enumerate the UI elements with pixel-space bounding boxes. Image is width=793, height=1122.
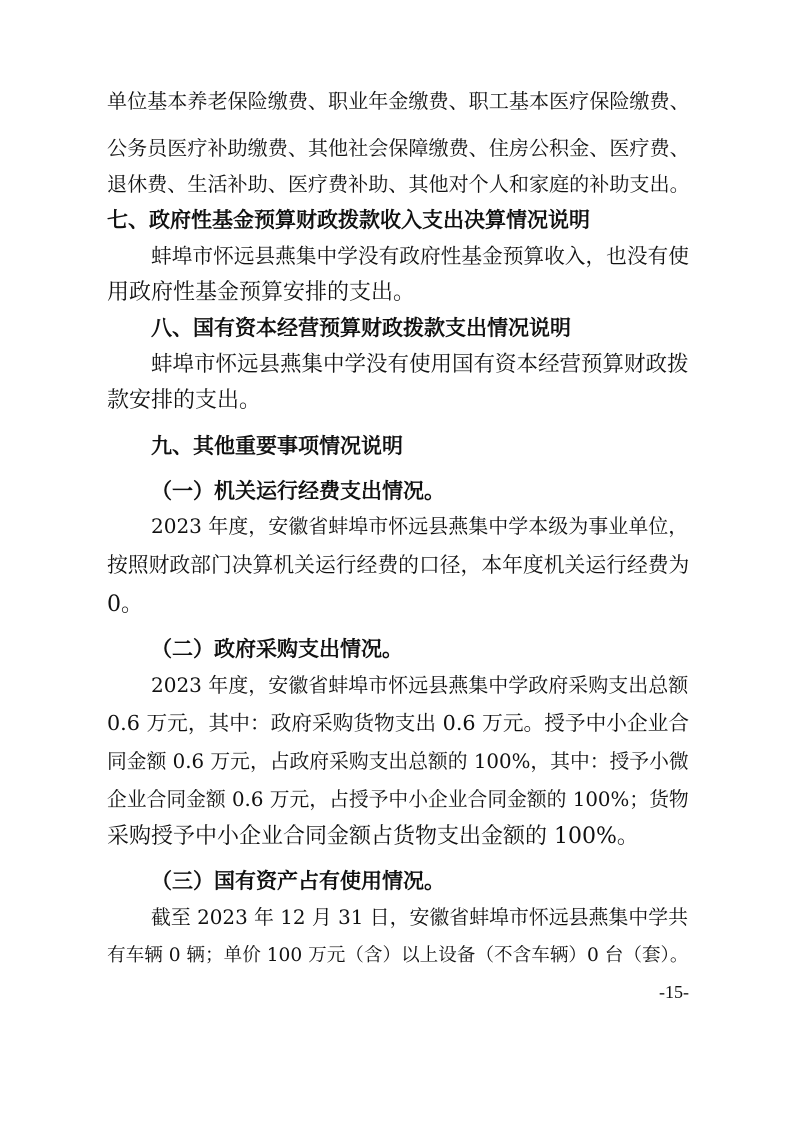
body-text-line: 有车辆 0 辆；单价 100 万元（含）以上设备（不含车辆）0 台（套）。	[107, 945, 689, 966]
body-text-line: 采购授予中小企业合同金额占货物支出金额的 100%。	[107, 824, 639, 849]
section-heading-7: 七、政府性基金预算财政拨款收入支出决算情况说明	[107, 208, 590, 232]
subsection-heading-3: （三）国有资产占有使用情况。	[151, 869, 445, 893]
body-text-line: 退休费、生活补助、医疗费补助、其他对个人和家庭的补助支出。	[107, 172, 690, 196]
body-text-line: 单位基本养老保险缴费、职业年金缴费、职工基本医疗保险缴费、	[107, 89, 690, 113]
body-text-line: 蚌埠市怀远县燕集中学没有使用国有资本经营预算财政拨	[151, 352, 689, 377]
section-heading-8: 八、国有资本经营预算财政拨款支出情况说明	[151, 316, 571, 340]
body-text-line: 用政府性基金预算安排的支出。	[107, 280, 416, 305]
body-text-line: 0.6 万元，其中：政府采购货物支出 0.6 万元。授予中小企业合	[107, 711, 690, 735]
body-text-line: 公务员医疗补助缴费、其他社会保障缴费、住房公积金、医疗费、	[107, 136, 690, 160]
body-text-line: 截至 2023 年 12 月 31 日，安徽省蚌埠市怀远县燕集中学共	[151, 906, 688, 929]
body-text-line: 同金额 0.6 万元，占政府采购支出总额的 100%，其中：授予小微	[107, 750, 689, 773]
page-number: -15-	[659, 982, 689, 1002]
body-text-line: 款安排的支出。	[107, 388, 262, 413]
subsection-heading-2: （二）政府采购支出情况。	[151, 637, 403, 661]
body-text-line: 企业合同金额 0.6 万元，占授予中小企业合同金额的 100%；货物	[107, 788, 689, 811]
body-text-line: 蚌埠市怀远县燕集中学没有政府性基金预算收入，也没有使	[151, 244, 689, 268]
subsection-heading-1: （一）机关运行经费支出情况。	[151, 479, 445, 503]
body-text-line: 2023 年度，安徽省蚌埠市怀远县燕集中学政府采购支出总额	[151, 673, 689, 697]
body-text-line: 按照财政部门决算机关运行经费的口径，本年度机关运行经费为	[107, 553, 690, 577]
body-text-line: 0。	[107, 592, 143, 617]
section-heading-9: 九、其他重要事项情况说明	[151, 434, 403, 458]
body-text-line: 2023 年度，安徽省蚌埠市怀远县燕集中学本级为事业单位，	[151, 514, 689, 538]
